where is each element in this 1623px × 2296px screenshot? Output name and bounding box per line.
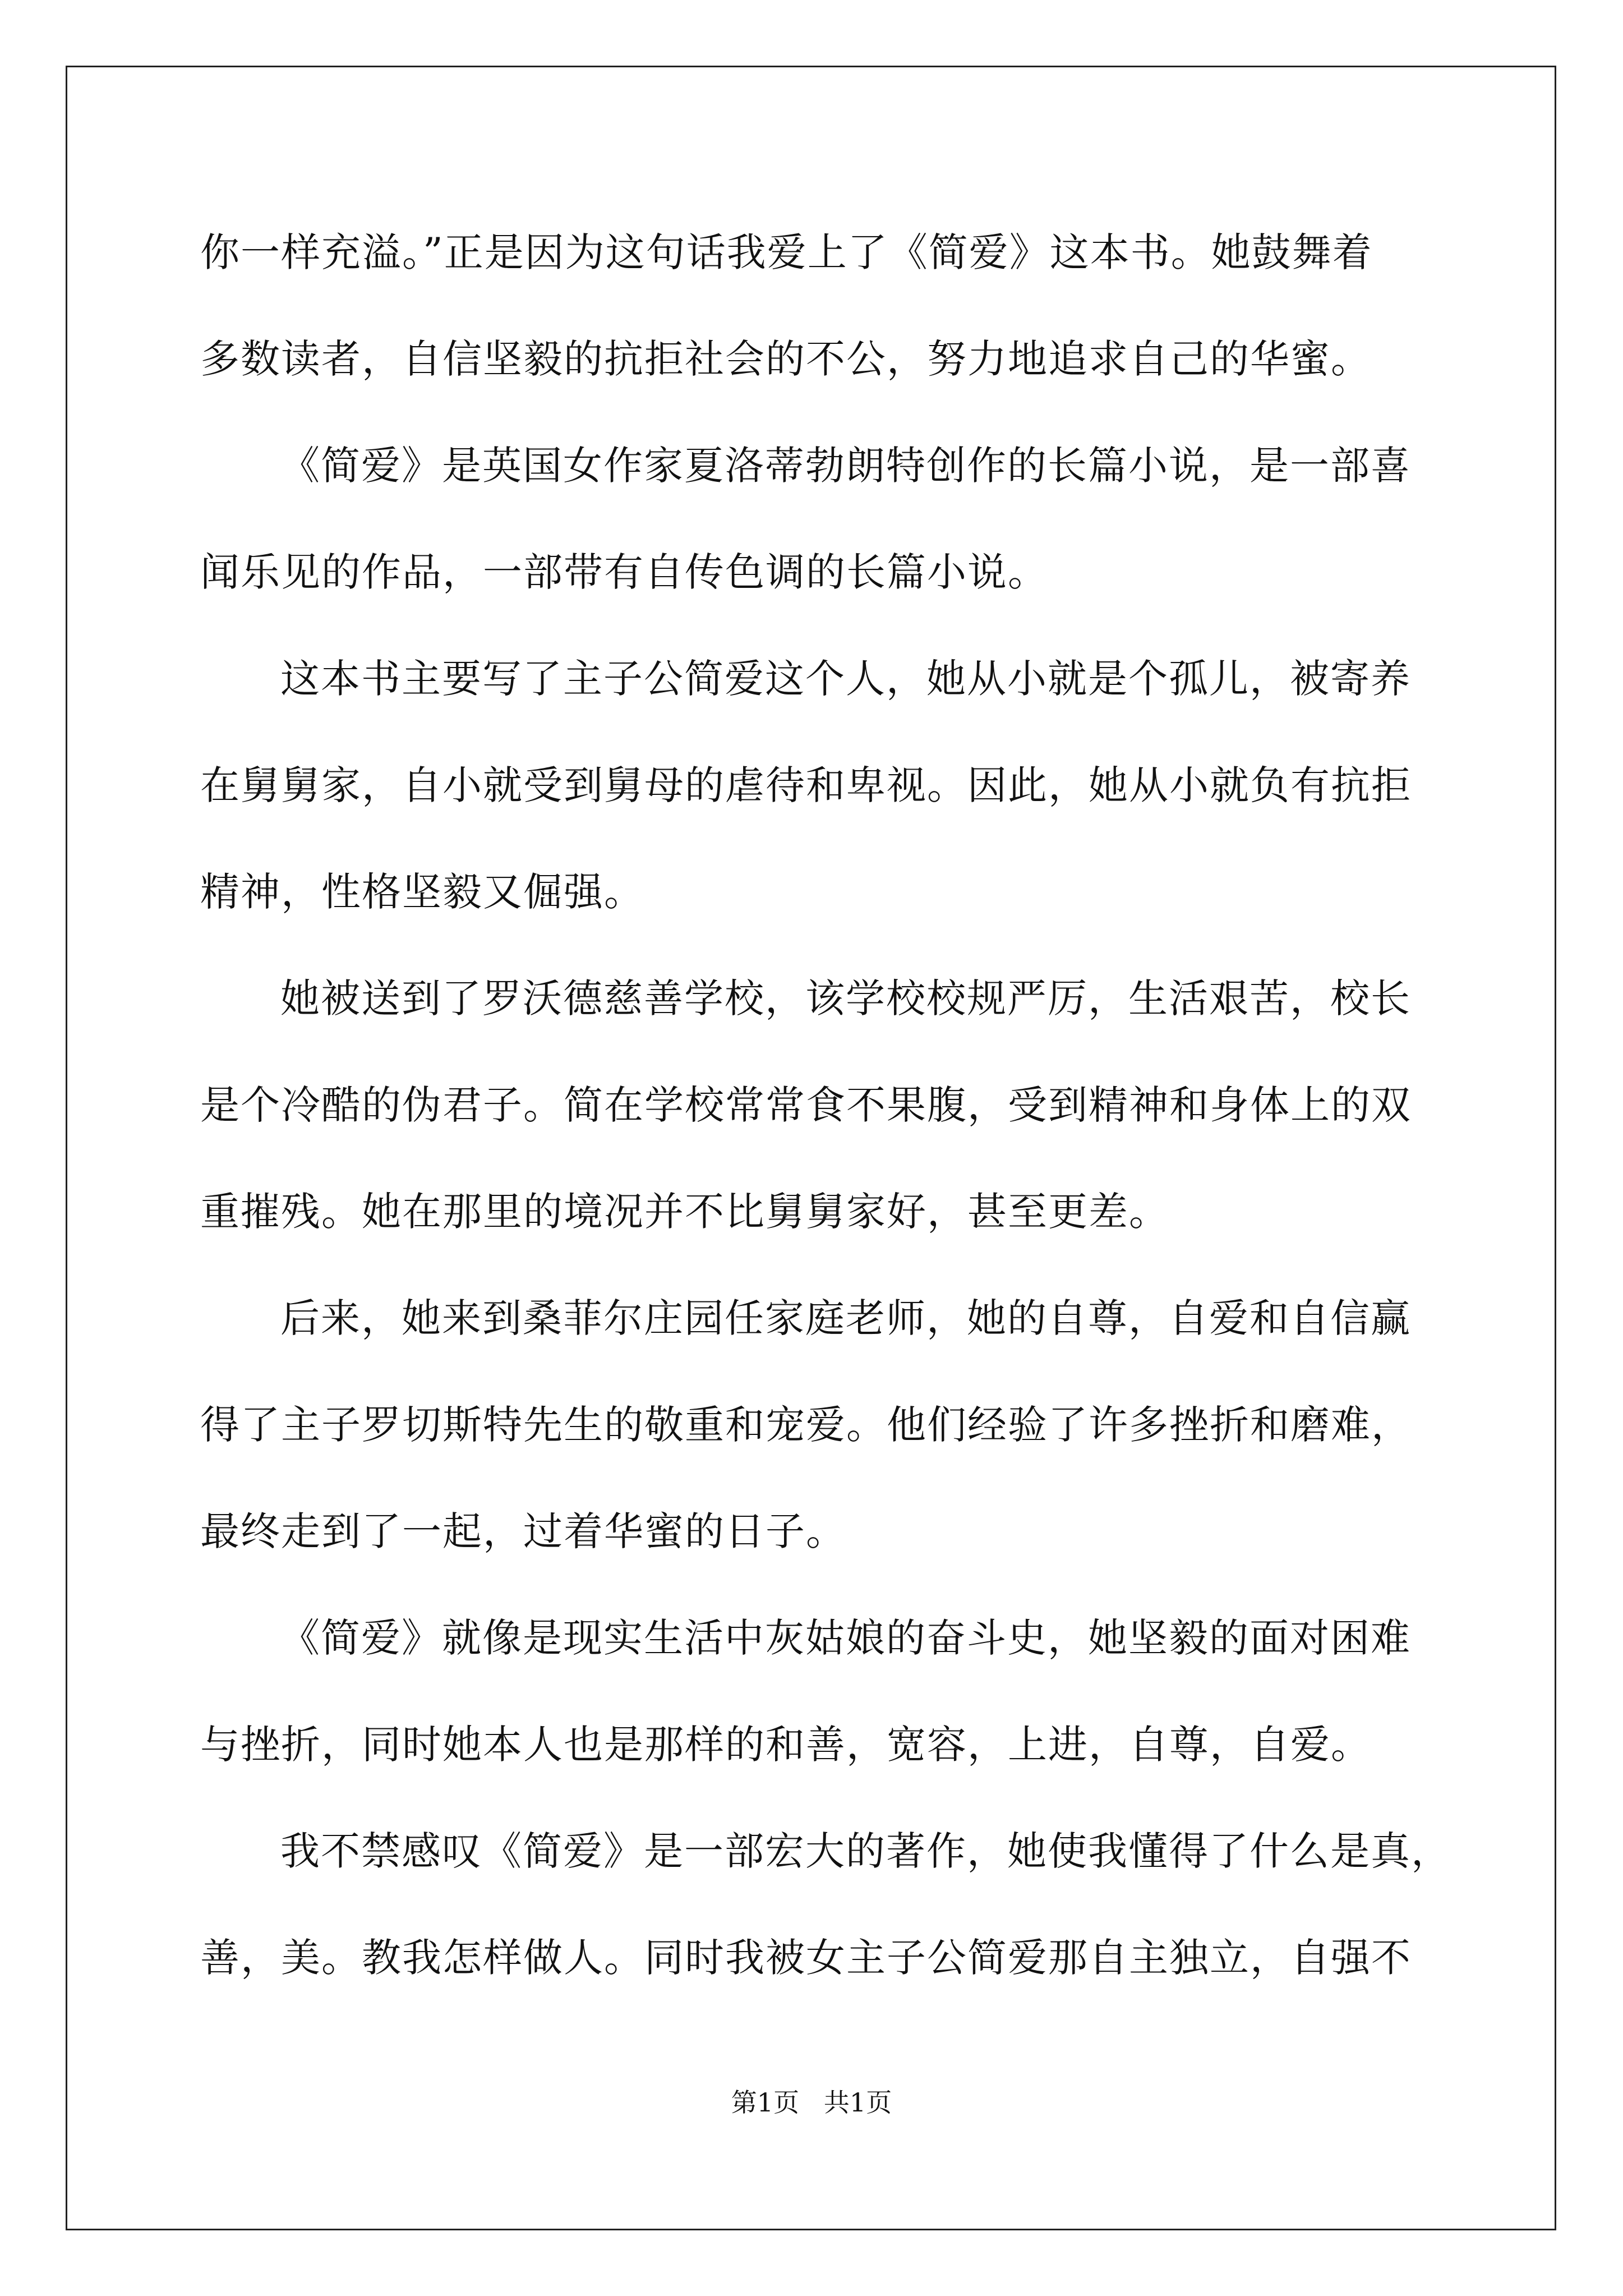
page-number-footer: 第1页 共1页 (731, 2087, 892, 2118)
paragraph-line-13: 最终走到了一起，过着华蜜的日子。 (200, 1508, 846, 1554)
paragraph-line-12: 得了主子罗切斯特先生的敬重和宠爱。他们经验了许多挫折和磨难， (200, 1402, 1412, 1448)
page-border (66, 66, 1556, 2230)
paragraph-line-8: 她被送到了罗沃德慈善学校，该学校校规严厉，生活艰苦，校长 (280, 976, 1411, 1022)
paragraph-line-14: 《简爱》就像是现实生活中灰姑娘的奋斗史，她坚毅的面对困难 (280, 1615, 1411, 1661)
paragraph-line-2: 多数读者，自信坚毅的抗拒社会的不公，努力地追求自己的华蜜。 (200, 336, 1371, 382)
paragraph-line-9: 是个冷酷的伪君子。简在学校常常食不果腹，受到精神和身体上的双 (200, 1082, 1412, 1128)
paragraph-line-5: 这本书主要写了主子公简爱这个人，她从小就是个孤儿，被寄养 (280, 656, 1411, 702)
paragraph-line-6: 在舅舅家，自小就受到舅母的虐待和卑视。因此，她从小就负有抗拒 (200, 762, 1412, 808)
paragraph-line-4: 闻乐见的作品，一部带有自传色调的长篇小说。 (200, 549, 1048, 595)
paragraph-line-11: 后来，她来到桑菲尔庄园任家庭老师，她的自尊，自爱和自信赢 (280, 1295, 1411, 1341)
paragraph-line-15: 与挫折，同时她本人也是那样的和善，宽容，上进，自尊，自爱。 (200, 1722, 1371, 1768)
paragraph-line-1: 你一样充溢。”正是因为这句话我爱上了《简爱》这本书。她鼓舞着 (200, 229, 1373, 275)
paragraph-line-16: 我不禁感叹《简爱》是一部宏大的著作，她使我懂得了什么是真， (280, 1828, 1451, 1874)
paragraph-line-7: 精神，性格坚毅又倔强。 (200, 869, 644, 915)
paragraph-line-3: 《简爱》是英国女作家夏洛蒂勃朗特创作的长篇小说，是一部喜 (280, 443, 1411, 489)
paragraph-line-17: 善，美。教我怎样做人。同时我被女主子公简爱那自主独立，自强不 (200, 1935, 1412, 1981)
paragraph-line-10: 重摧残。她在那里的境况并不比舅舅家好，甚至更差。 (200, 1189, 1169, 1235)
